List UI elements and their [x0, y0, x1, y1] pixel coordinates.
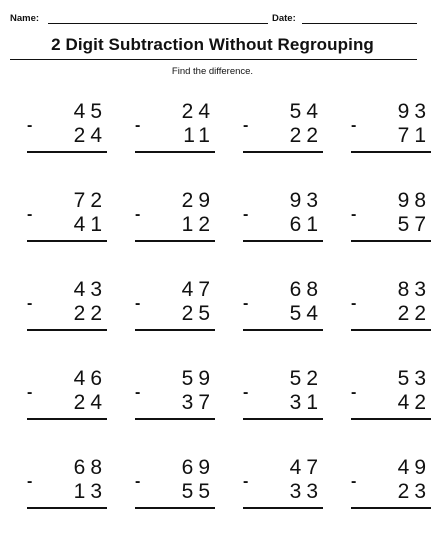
answer-line[interactable]	[351, 418, 431, 420]
answer-line[interactable]	[351, 329, 431, 331]
answer-line[interactable]	[27, 329, 107, 331]
minus-sign: -	[243, 384, 249, 401]
minuend: 98	[397, 189, 431, 212]
answer-line[interactable]	[351, 151, 431, 153]
subtraction-problem	[351, 363, 431, 423]
minus-sign: -	[243, 117, 249, 134]
minus-sign: -	[135, 384, 141, 401]
subtraction-problem	[243, 96, 323, 156]
minus-sign: -	[243, 295, 249, 312]
answer-line[interactable]	[243, 151, 323, 153]
subtrahend: 31	[289, 391, 323, 414]
minus-sign: -	[27, 206, 33, 223]
subtraction-problem	[135, 452, 215, 512]
minuend: 93	[397, 100, 431, 123]
subtrahend: 11	[183, 124, 215, 147]
minus-sign: -	[135, 473, 141, 490]
minuend: 46	[73, 367, 107, 390]
minuend: 29	[181, 189, 215, 212]
subtraction-problem	[27, 363, 107, 423]
minus-sign: -	[243, 206, 249, 223]
subtrahend: 71	[397, 124, 431, 147]
subtrahend: 23	[397, 480, 431, 503]
subtrahend: 12	[181, 213, 215, 236]
subtraction-problem	[351, 452, 431, 512]
answer-line[interactable]	[351, 507, 431, 509]
answer-line[interactable]	[243, 418, 323, 420]
subtraction-problem	[135, 185, 215, 245]
minus-sign: -	[351, 473, 357, 490]
subtrahend: 24	[73, 391, 107, 414]
minuend: 53	[397, 367, 431, 390]
minus-sign: -	[27, 295, 33, 312]
minuend: 68	[73, 456, 107, 479]
subtraction-problem	[135, 363, 215, 423]
minus-sign: -	[135, 206, 141, 223]
subtraction-problem	[243, 274, 323, 334]
minuend: 69	[181, 456, 215, 479]
answer-line[interactable]	[27, 151, 107, 153]
subtraction-problem	[351, 185, 431, 245]
minus-sign: -	[27, 473, 33, 490]
date-label: Date:	[272, 13, 296, 24]
subtraction-problem	[27, 452, 107, 512]
answer-line[interactable]	[243, 507, 323, 509]
minuend: 47	[181, 278, 215, 301]
subtrahend: 54	[289, 302, 323, 325]
minus-sign: -	[135, 295, 141, 312]
answer-line[interactable]	[135, 151, 215, 153]
title-divider	[10, 59, 417, 60]
subtraction-problem	[135, 274, 215, 334]
subtrahend: 22	[397, 302, 431, 325]
minuend: 54	[289, 100, 323, 123]
subtrahend: 22	[289, 124, 323, 147]
name-label: Name:	[10, 13, 40, 24]
subtrahend: 22	[73, 302, 107, 325]
instructions: Find the difference.	[171, 66, 254, 77]
minus-sign: -	[351, 117, 357, 134]
answer-line[interactable]	[135, 329, 215, 331]
minuend: 72	[73, 189, 107, 212]
answer-line[interactable]	[243, 329, 323, 331]
minuend: 83	[397, 278, 431, 301]
worksheet-header	[10, 11, 417, 27]
subtraction-problem	[27, 274, 107, 334]
minuend: 93	[289, 189, 323, 212]
subtrahend: 41	[73, 213, 107, 236]
name-field[interactable]	[48, 23, 268, 24]
answer-line[interactable]	[351, 240, 431, 242]
answer-line[interactable]	[27, 418, 107, 420]
subtrahend: 42	[397, 391, 431, 414]
subtrahend: 13	[73, 480, 107, 503]
answer-line[interactable]	[243, 240, 323, 242]
minus-sign: -	[351, 206, 357, 223]
subtrahend: 25	[181, 302, 215, 325]
minuend: 43	[73, 278, 107, 301]
minuend: 24	[181, 100, 215, 123]
subtraction-problem	[27, 96, 107, 156]
subtraction-problem	[243, 363, 323, 423]
minuend: 47	[289, 456, 323, 479]
minuend: 59	[181, 367, 215, 390]
minus-sign: -	[351, 295, 357, 312]
subtrahend: 55	[181, 480, 215, 503]
subtraction-problem	[243, 452, 323, 512]
subtraction-problem	[243, 185, 323, 245]
answer-line[interactable]	[27, 507, 107, 509]
answer-line[interactable]	[135, 507, 215, 509]
answer-line[interactable]	[135, 418, 215, 420]
minus-sign: -	[351, 384, 357, 401]
subtrahend: 24	[73, 124, 107, 147]
minus-sign: -	[27, 384, 33, 401]
minus-sign: -	[27, 117, 33, 134]
subtraction-problem	[351, 274, 431, 334]
subtrahend: 37	[181, 391, 215, 414]
minuend: 45	[73, 100, 107, 123]
answer-line[interactable]	[27, 240, 107, 242]
date-field[interactable]	[302, 23, 417, 24]
subtraction-problem	[351, 96, 431, 156]
subtraction-problem	[27, 185, 107, 245]
minuend: 68	[289, 278, 323, 301]
minus-sign: -	[135, 117, 141, 134]
minus-sign: -	[243, 473, 249, 490]
answer-line[interactable]	[135, 240, 215, 242]
minuend: 49	[397, 456, 431, 479]
subtrahend: 57	[397, 213, 431, 236]
minuend: 52	[289, 367, 323, 390]
page-title: 2 Digit Subtraction Without Regrouping	[51, 35, 374, 54]
subtrahend: 33	[289, 480, 323, 503]
subtraction-problem	[135, 96, 215, 156]
subtrahend: 61	[289, 213, 323, 236]
